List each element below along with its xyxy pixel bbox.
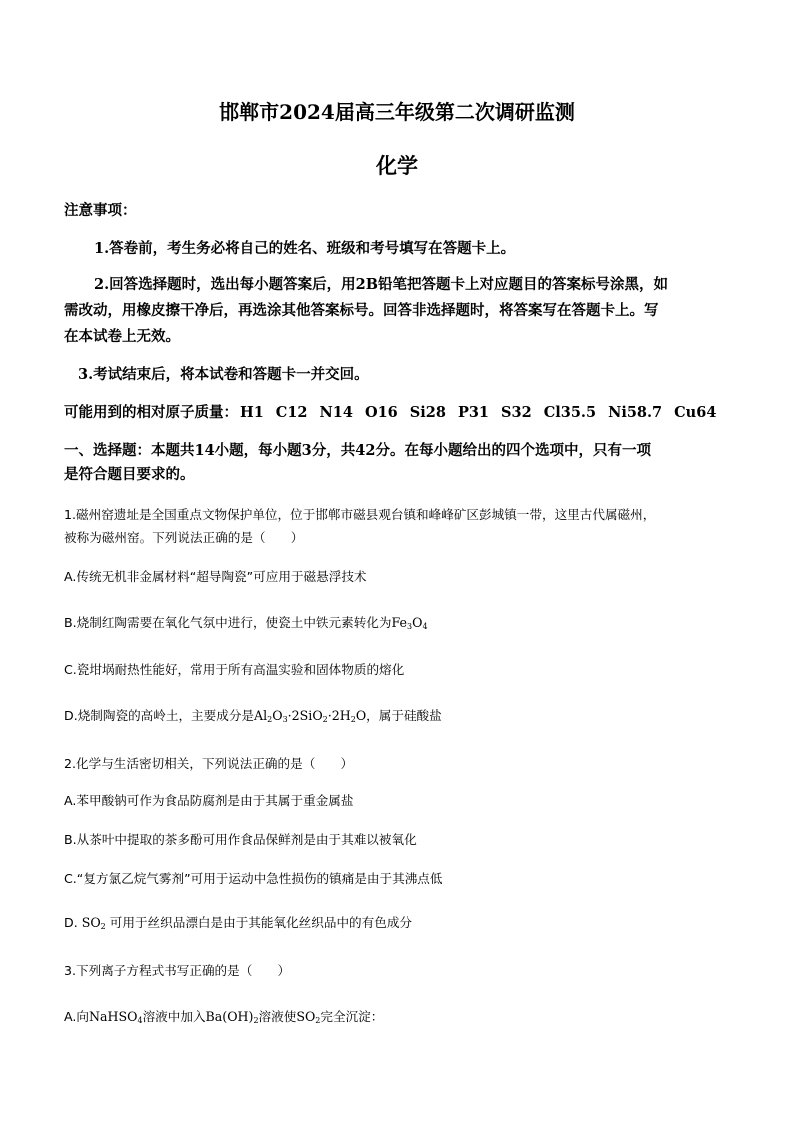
- atomic-mass-value: Cl35.5: [543, 404, 597, 421]
- option-tail: 可用于丝织品漂白是由于其能氧化丝织品中的有色成分: [105, 915, 413, 930]
- exam-title: 邯郸市2024届高三年级第二次调研监测: [219, 100, 575, 124]
- atomic-mass-value: Cu64: [674, 404, 717, 421]
- chemical-formula: $SO_2$: [81, 915, 106, 931]
- notice-item-2-cont-2: 在本试卷上无效。: [64, 328, 180, 345]
- q1-option-b: [64, 612, 428, 634]
- q2-option-c: C.“复方氯乙烷气雾剂”可用于运动中急性损伤的镇痛是由于其沸点低: [64, 871, 443, 886]
- chemical-formula: NaHSO$_4$: [89, 1009, 143, 1025]
- atomic-mass-value: H1: [240, 404, 264, 421]
- atomic-mass-value: P31: [457, 404, 490, 421]
- option-text: D.烧制陶瓷的高岭土，主要成分是: [64, 708, 255, 723]
- atomic-mass-value: C12: [275, 404, 308, 421]
- q1-stem-line-1: 1.磁州窑遗址是全国重点文物保护单位，位于邯郸市磁县观台镇和峰峰矿区彭城镇一带，这里古代属磁州，: [64, 507, 656, 522]
- option-tail: ，属于硅酸盐: [366, 708, 442, 723]
- q3-stem: 3.下列离子方程式书写正确的是（ ）: [64, 963, 291, 978]
- chemical-formula: $Al_2O_3\cdot 2SiO_2\cdot 2H_2O$: [254, 708, 367, 724]
- notice-item-1: 1.答卷前，考生务必将自己的姓名、班级和考号填写在答题卡上。: [94, 240, 516, 257]
- q2-option-b: B.从茶叶中提取的茶多酚可用作食品保鲜剂是由于其难以被氧化: [64, 832, 417, 847]
- q1-stem-line-2: 被称为磁州窑。下列说法正确的是（ ）: [64, 530, 304, 545]
- q2-option-d: [64, 912, 412, 934]
- chemical-formula: $Ba(OH)_2$: [205, 1009, 259, 1025]
- notice-heading: 注意事项：: [64, 202, 137, 219]
- option-text: B.烧制红陶需要在氧化气氛中进行，使瓷土中铁元素转化为: [64, 615, 392, 630]
- q1-option-c: C.瓷坩埚耐热性能好，常用于所有高温实验和固体物质的熔化: [64, 662, 405, 677]
- notice-item-3: 3.考试结束后，将本试卷和答题卡一并交回。: [78, 366, 369, 383]
- atomic-mass-value: Si28: [409, 404, 446, 421]
- option-text: D.: [64, 915, 82, 930]
- atomic-mass-value: S32: [501, 404, 532, 421]
- atomic-mass-line: [64, 400, 716, 426]
- atomic-mass-value: Ni58.7: [608, 404, 663, 421]
- q2-stem: 2.化学与生活密切相关，下列说法正确的是（ ）: [64, 756, 354, 771]
- q1-option-d: [64, 705, 442, 727]
- atomic-mass-value: N14: [319, 404, 353, 421]
- q2-option-a: A.苯甲酸钠可作为食品防腐剂是由于其属于重金属盐: [64, 793, 354, 808]
- q3-option-a: A.向NaHSO$_4$溶液中加入$Ba(OH)_2$溶液使$SO_2$完全沉淀：: [64, 1009, 384, 1025]
- section-heading-line-1: 一、选择题：本题共14小题，每小题3分，共42分。在每小题给出的四个选项中，只有一项: [64, 442, 651, 459]
- chemical-formula: $Fe_3O_4$: [391, 615, 428, 631]
- section-heading-line-2: 是符合题目要求的。: [64, 466, 195, 483]
- atomic-mass-label: 可能用到的相对原子质量：: [64, 404, 238, 421]
- subject-title: 化学: [376, 153, 418, 178]
- chemical-formula: $SO_2$: [296, 1009, 321, 1025]
- atomic-mass-value: O16: [364, 404, 398, 421]
- notice-item-2-cont-1: 需改动，用橡皮擦干净后，再选涂其他答案标号。回答非选择题时，将答案写在答题卡上。写: [64, 302, 659, 319]
- notice-item-2: 2.回答选择题时，选出每小题答案后，用2B铅笔把答题卡上对应题目的答案标号涂黑，如: [94, 276, 668, 293]
- q1-option-a: A.传统无机非金属材料“超导陶瓷”可应用于磁悬浮技术: [64, 569, 367, 584]
